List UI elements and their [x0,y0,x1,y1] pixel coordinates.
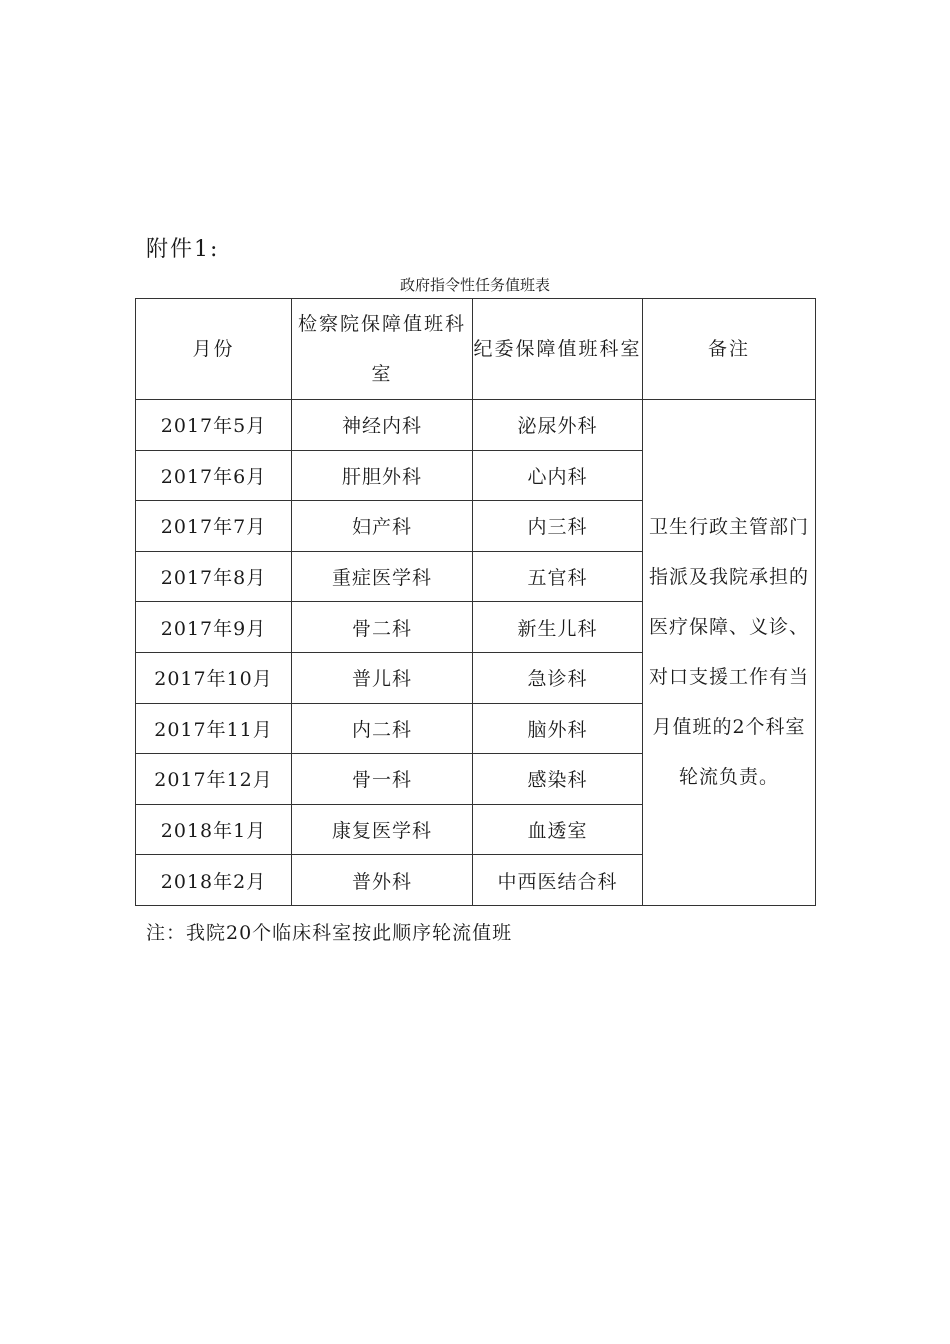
cell-procuratorate-dept: 普儿科 [292,652,473,703]
cell-month: 2017年6月 [136,450,292,501]
cell-discipline-dept: 血透室 [473,804,643,855]
cell-procuratorate-dept: 重症医学科 [292,551,473,602]
cell-discipline-dept: 泌尿外科 [473,400,643,451]
cell-remark: 卫生行政主管部门指派及我院承担的医疗保障、义诊、对口支援工作有当月值班的2个科室轮流负责。 [643,400,816,906]
cell-month: 2018年1月 [136,804,292,855]
cell-month: 2018年2月 [136,855,292,906]
cell-month: 2017年11月 [136,703,292,754]
cell-month: 2017年8月 [136,551,292,602]
cell-procuratorate-dept: 妇产科 [292,501,473,552]
cell-procuratorate-dept: 普外科 [292,855,473,906]
cell-procuratorate-dept: 骨一科 [292,754,473,805]
cell-procuratorate-dept: 康复医学科 [292,804,473,855]
cell-month: 2017年12月 [136,754,292,805]
cell-procuratorate-dept: 内二科 [292,703,473,754]
cell-month: 2017年10月 [136,652,292,703]
cell-discipline-dept: 脑外科 [473,703,643,754]
table-title: 政府指令性任务值班表 [399,276,550,294]
cell-discipline-dept: 心内科 [473,450,643,501]
cell-month: 2017年9月 [136,602,292,653]
cell-month: 2017年7月 [136,501,292,552]
cell-month: 2017年5月 [136,400,292,451]
cell-discipline-dept: 内三科 [473,501,643,552]
cell-procuratorate-dept: 肝胆外科 [292,450,473,501]
cell-discipline-dept: 五官科 [473,551,643,602]
cell-discipline-dept: 急诊科 [473,652,643,703]
cell-discipline-dept: 中西医结合科 [473,855,643,906]
cell-discipline-dept: 感染科 [473,754,643,805]
table-row [136,400,816,451]
cell-discipline-dept: 新生儿科 [473,602,643,653]
header-month: 月份 [136,299,292,400]
footnote: 注：我院20个临床科室按此顺序轮流值班 [146,922,513,944]
cell-procuratorate-dept: 骨二科 [292,602,473,653]
header-row [136,299,816,400]
duty-schedule-table [135,298,816,906]
header-remark: 备注 [643,299,816,400]
header-discipline-dept: 纪委保障值班科室 [473,299,643,400]
attachment-heading: 附件1: [146,237,220,262]
cell-procuratorate-dept: 神经内科 [292,400,473,451]
header-procuratorate-dept: 检察院保障值班科室 [292,299,473,400]
